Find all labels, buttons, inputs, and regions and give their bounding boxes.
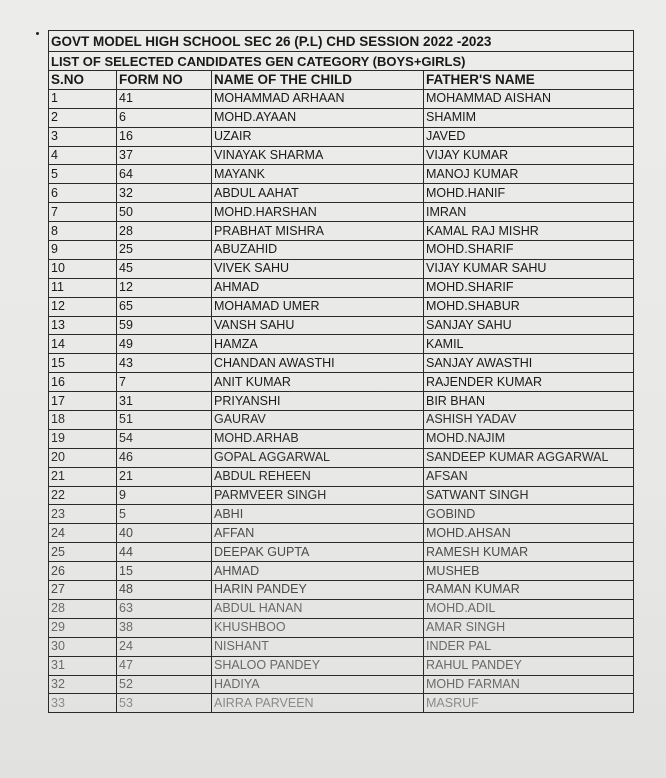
sno-cell: 23: [49, 505, 117, 524]
sno-cell: 30: [49, 637, 117, 656]
child-name-cell: GAURAV: [212, 411, 424, 430]
table-row: [49, 467, 634, 486]
sno-cell: 25: [49, 543, 117, 562]
subtitle-row: [49, 52, 634, 71]
child-name-cell: AHMAD: [212, 562, 424, 581]
table-row: [49, 222, 634, 241]
father-name-cell: SANJAY AWASTHI: [424, 354, 634, 373]
column-header-father-name: FATHER'S NAME: [424, 71, 634, 90]
form-no-cell: 64: [117, 165, 212, 184]
sno-cell: 19: [49, 429, 117, 448]
father-name-cell: SANJAY SAHU: [424, 316, 634, 335]
ink-dot: [36, 32, 39, 35]
table-row: [49, 448, 634, 467]
table-row: [49, 392, 634, 411]
table-row: [49, 543, 634, 562]
sno-cell: 20: [49, 448, 117, 467]
table-row: [49, 637, 634, 656]
table-row: [49, 108, 634, 127]
father-name-cell: BIR BHAN: [424, 392, 634, 411]
sno-cell: 29: [49, 618, 117, 637]
child-name-cell: HAMZA: [212, 335, 424, 354]
father-name-cell: RAMESH KUMAR: [424, 543, 634, 562]
form-no-cell: 41: [117, 89, 212, 108]
father-name-cell: MOHAMMAD AISHAN: [424, 89, 634, 108]
sno-cell: 33: [49, 694, 117, 713]
form-no-cell: 63: [117, 599, 212, 618]
form-no-cell: 53: [117, 694, 212, 713]
form-no-cell: 40: [117, 524, 212, 543]
child-name-cell: PRABHAT MISHRA: [212, 222, 424, 241]
table-row: [49, 316, 634, 335]
child-name-cell: PARMVEER SINGH: [212, 486, 424, 505]
table-row: [49, 694, 634, 713]
sno-cell: 5: [49, 165, 117, 184]
child-name-cell: ANIT KUMAR: [212, 373, 424, 392]
column-header-sno: S.NO: [49, 71, 117, 90]
form-no-cell: 52: [117, 675, 212, 694]
father-name-cell: MOHD.AHSAN: [424, 524, 634, 543]
form-no-cell: 44: [117, 543, 212, 562]
sno-cell: 17: [49, 392, 117, 411]
child-name-cell: AFFAN: [212, 524, 424, 543]
father-name-cell: ASHISH YADAV: [424, 411, 634, 430]
form-no-cell: 24: [117, 637, 212, 656]
father-name-cell: MOHD FARMAN: [424, 675, 634, 694]
child-name-cell: VINAYAK SHARMA: [212, 146, 424, 165]
table-row: [49, 524, 634, 543]
father-name-cell: VIJAY KUMAR SAHU: [424, 259, 634, 278]
father-name-cell: SATWANT SINGH: [424, 486, 634, 505]
form-no-cell: 15: [117, 562, 212, 581]
child-name-cell: CHANDAN AWASTHI: [212, 354, 424, 373]
document-title: GOVT MODEL HIGH SCHOOL SEC 26 (P.L) CHD SESSION 2022 -2023: [49, 31, 634, 52]
father-name-cell: MOHD.ADIL: [424, 599, 634, 618]
form-no-cell: 21: [117, 467, 212, 486]
table-row: [49, 278, 634, 297]
child-name-cell: HARIN PANDEY: [212, 581, 424, 600]
table-row: [49, 297, 634, 316]
table-row: [49, 184, 634, 203]
table-row: [49, 146, 634, 165]
father-name-cell: IMRAN: [424, 203, 634, 222]
sno-cell: 18: [49, 411, 117, 430]
table-row: [49, 373, 634, 392]
father-name-cell: SANDEEP KUMAR AGGARWAL: [424, 448, 634, 467]
father-name-cell: RAJENDER KUMAR: [424, 373, 634, 392]
sno-cell: 9: [49, 241, 117, 260]
child-name-cell: ABHI: [212, 505, 424, 524]
father-name-cell: VIJAY KUMAR: [424, 146, 634, 165]
form-no-cell: 45: [117, 259, 212, 278]
table-row: [49, 656, 634, 675]
sno-cell: 24: [49, 524, 117, 543]
table-row: [49, 486, 634, 505]
form-no-cell: 49: [117, 335, 212, 354]
form-no-cell: 7: [117, 373, 212, 392]
father-name-cell: MOHD.SHABUR: [424, 297, 634, 316]
sno-cell: 1: [49, 89, 117, 108]
child-name-cell: ABDUL HANAN: [212, 599, 424, 618]
child-name-cell: AIRRA PARVEEN: [212, 694, 424, 713]
father-name-cell: JAVED: [424, 127, 634, 146]
father-name-cell: KAMIL: [424, 335, 634, 354]
form-no-cell: 50: [117, 203, 212, 222]
table-row: [49, 562, 634, 581]
child-name-cell: KHUSHBOO: [212, 618, 424, 637]
table-row: [49, 335, 634, 354]
table-row: [49, 618, 634, 637]
sno-cell: 26: [49, 562, 117, 581]
table-row: [49, 165, 634, 184]
table-row: [49, 89, 634, 108]
child-name-cell: VANSH SAHU: [212, 316, 424, 335]
document-subtitle: LIST OF SELECTED CANDIDATES GEN CATEGORY (BOYS+GIRLS): [49, 52, 634, 71]
form-no-cell: 65: [117, 297, 212, 316]
form-no-cell: 12: [117, 278, 212, 297]
child-name-cell: MOHAMMAD ARHAAN: [212, 89, 424, 108]
table-row: [49, 675, 634, 694]
sno-cell: 3: [49, 127, 117, 146]
father-name-cell: KAMAL RAJ MISHR: [424, 222, 634, 241]
form-no-cell: 6: [117, 108, 212, 127]
table-row: [49, 429, 634, 448]
table-row: [49, 354, 634, 373]
sno-cell: 28: [49, 599, 117, 618]
sno-cell: 7: [49, 203, 117, 222]
sno-cell: 22: [49, 486, 117, 505]
selected-candidates-table: [48, 30, 634, 713]
child-name-cell: MOHD.HARSHAN: [212, 203, 424, 222]
form-no-cell: 25: [117, 241, 212, 260]
form-no-cell: 38: [117, 618, 212, 637]
child-name-cell: MAYANK: [212, 165, 424, 184]
form-no-cell: 54: [117, 429, 212, 448]
table-row: [49, 203, 634, 222]
child-name-cell: MOHAMAD UMER: [212, 297, 424, 316]
form-no-cell: 43: [117, 354, 212, 373]
sno-cell: 2: [49, 108, 117, 127]
child-name-cell: NISHANT: [212, 637, 424, 656]
child-name-cell: ABDUL AAHAT: [212, 184, 424, 203]
father-name-cell: MOHD.SHARIF: [424, 241, 634, 260]
table-row: [49, 241, 634, 260]
form-no-cell: 5: [117, 505, 212, 524]
form-no-cell: 28: [117, 222, 212, 241]
table-row: [49, 505, 634, 524]
table-row: [49, 411, 634, 430]
child-name-cell: ABDUL REHEEN: [212, 467, 424, 486]
child-name-cell: DEEPAK GUPTA: [212, 543, 424, 562]
column-header-child-name: NAME OF THE CHILD: [212, 71, 424, 90]
header-row: [49, 71, 634, 90]
form-no-cell: 51: [117, 411, 212, 430]
father-name-cell: AFSAN: [424, 467, 634, 486]
form-no-cell: 31: [117, 392, 212, 411]
form-no-cell: 48: [117, 581, 212, 600]
sno-cell: 11: [49, 278, 117, 297]
sno-cell: 31: [49, 656, 117, 675]
father-name-cell: MASRUF: [424, 694, 634, 713]
sno-cell: 6: [49, 184, 117, 203]
form-no-cell: 59: [117, 316, 212, 335]
child-name-cell: VIVEK SAHU: [212, 259, 424, 278]
form-no-cell: 32: [117, 184, 212, 203]
father-name-cell: MOHD.HANIF: [424, 184, 634, 203]
child-name-cell: ABUZAHID: [212, 241, 424, 260]
sno-cell: 15: [49, 354, 117, 373]
father-name-cell: MOHD.NAJIM: [424, 429, 634, 448]
sno-cell: 14: [49, 335, 117, 354]
father-name-cell: AMAR SINGH: [424, 618, 634, 637]
title-row: [49, 31, 634, 52]
child-name-cell: UZAIR: [212, 127, 424, 146]
child-name-cell: PRIYANSHI: [212, 392, 424, 411]
sno-cell: 10: [49, 259, 117, 278]
father-name-cell: RAMAN KUMAR: [424, 581, 634, 600]
father-name-cell: RAHUL PANDEY: [424, 656, 634, 675]
child-name-cell: AHMAD: [212, 278, 424, 297]
table-row: [49, 127, 634, 146]
table-row: [49, 259, 634, 278]
sno-cell: 32: [49, 675, 117, 694]
column-header-form-no: FORM NO: [117, 71, 212, 90]
form-no-cell: 16: [117, 127, 212, 146]
sno-cell: 4: [49, 146, 117, 165]
form-no-cell: 47: [117, 656, 212, 675]
sno-cell: 21: [49, 467, 117, 486]
form-no-cell: 9: [117, 486, 212, 505]
child-name-cell: MOHD.AYAAN: [212, 108, 424, 127]
child-name-cell: MOHD.ARHAB: [212, 429, 424, 448]
sno-cell: 12: [49, 297, 117, 316]
father-name-cell: MANOJ KUMAR: [424, 165, 634, 184]
child-name-cell: HADIYA: [212, 675, 424, 694]
father-name-cell: GOBIND: [424, 505, 634, 524]
child-name-cell: SHALOO PANDEY: [212, 656, 424, 675]
father-name-cell: MOHD.SHARIF: [424, 278, 634, 297]
father-name-cell: SHAMIM: [424, 108, 634, 127]
table-row: [49, 581, 634, 600]
sno-cell: 8: [49, 222, 117, 241]
father-name-cell: INDER PAL: [424, 637, 634, 656]
child-name-cell: GOPAL AGGARWAL: [212, 448, 424, 467]
sno-cell: 27: [49, 581, 117, 600]
table-row: [49, 599, 634, 618]
form-no-cell: 46: [117, 448, 212, 467]
father-name-cell: MUSHEB: [424, 562, 634, 581]
sno-cell: 16: [49, 373, 117, 392]
form-no-cell: 37: [117, 146, 212, 165]
sno-cell: 13: [49, 316, 117, 335]
